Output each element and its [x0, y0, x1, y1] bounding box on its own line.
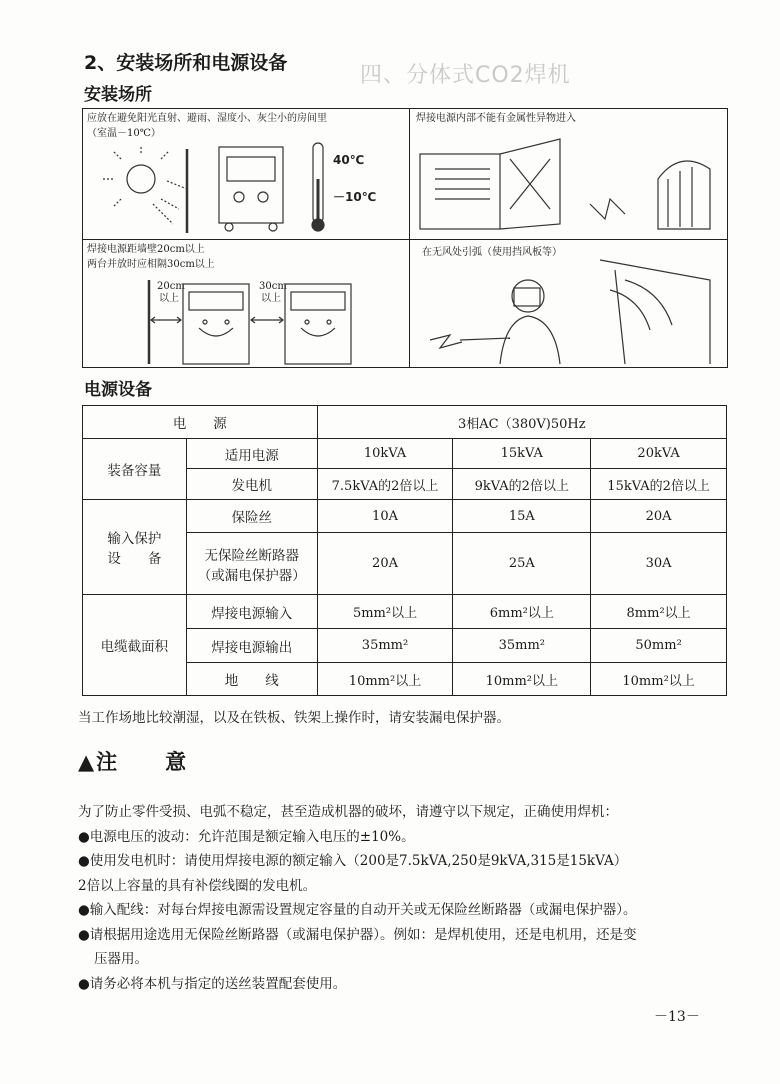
- table-cell: 15kVA: [453, 439, 591, 469]
- list-item-continuation: 压器用。: [94, 951, 148, 967]
- gap-label-30cm: 30cm: [259, 281, 287, 292]
- gap-label-above: 以上: [261, 293, 281, 304]
- panel-caption: 焊接电源距墙壁20cm以上: [87, 244, 205, 255]
- table-cell: 6mm²以上: [453, 595, 591, 629]
- list-item: ●电源电压的波动：允许范围是额定输入电压的±10%。: [78, 828, 415, 845]
- table-cell: 10mm²以上: [317, 663, 453, 696]
- power-label: 电 源: [83, 406, 318, 439]
- list-item: ●请根据用途选用无保险丝断路器（或漏电保护器）。例如：是焊机使用，还是电机用，还是变: [78, 926, 637, 943]
- warning-title: ▲注 意: [78, 750, 189, 774]
- table-cell: 8mm²以上: [591, 595, 727, 629]
- bleed-through-text: 四、分体式CO2焊机: [360, 63, 571, 88]
- table-cell: 10mm²以上: [453, 663, 591, 696]
- panel-caption: 在无风处引弧（使用挡风板等）: [422, 247, 562, 258]
- intro-paragraph: 为了防止零件受损、电弧不稳定，甚至造成机器的破坏，请遵守以下规定，正确使用焊机：: [78, 804, 618, 820]
- panel-caption-2: 两台并放时应相隔30cm以上: [87, 259, 215, 270]
- panel-caption: 焊接电源内部不能有金属性异物进入: [416, 113, 576, 124]
- list-item: ●请务必将本机与指定的送丝装置配套使用。: [78, 975, 347, 992]
- breaker-label-line2: （或漏电保护器）: [197, 567, 306, 584]
- panel-wall-spacing: [83, 240, 410, 367]
- temp-high: 40℃: [333, 153, 365, 167]
- install-heading: 安装场所: [84, 85, 152, 105]
- table-cell: 10A: [317, 500, 453, 533]
- gap-label-above: 以上: [159, 293, 179, 304]
- table-cell: 20A: [317, 533, 453, 595]
- breaker-label-line1: 无保险丝断路器: [204, 547, 299, 564]
- panel-sunlight: [83, 109, 410, 240]
- power-heading: 电源设备: [84, 380, 152, 400]
- cable-label: 电缆截面积: [83, 595, 187, 696]
- panel-windless: [410, 240, 727, 367]
- table-cell: 10kVA: [317, 439, 453, 469]
- table-cell: 10mm²以上: [591, 663, 727, 696]
- applicable-label: 适用电源: [186, 439, 317, 469]
- panel-foreign-objects: [410, 109, 727, 240]
- table-cell: 20A: [591, 500, 727, 533]
- output-label: 焊接电源输出: [186, 629, 317, 663]
- ground-label: 地 线: [186, 663, 317, 696]
- illustration-grid: [82, 108, 728, 368]
- page-number: －13－: [654, 1009, 700, 1025]
- protect-label: [83, 500, 187, 595]
- table-cell: 35mm²: [453, 629, 591, 663]
- table-cell: 20kVA: [591, 439, 727, 469]
- breaker-label: [186, 533, 317, 595]
- input-label: 焊接电源输入: [186, 595, 317, 629]
- list-item: ●使用发电机时：请使用焊接电源的额定输入（200是7.5kVA,250是9kVA,315是15kVA）: [78, 853, 628, 869]
- generator-label: 发电机: [186, 469, 317, 500]
- panel-caption-2: （室温－10℃）: [87, 128, 161, 139]
- protect-label-line2: 设 备: [107, 551, 162, 567]
- table-cell: 7.5kVA的2倍以上: [317, 469, 453, 500]
- sun-room-thermometer-illustration: [83, 109, 409, 239]
- temp-low: －10℃: [333, 190, 377, 204]
- list-item: ●输入配线：对每台焊接电源需设置规定容量的自动开关或无保险丝断路器（或漏电保护器）。: [78, 902, 637, 918]
- table-cell: 9kVA的2倍以上: [453, 469, 591, 500]
- capacity-label: 装备容量: [83, 439, 187, 500]
- welder-with-windshield-illustration: [410, 240, 727, 367]
- table-cell: 30A: [591, 533, 727, 595]
- section-title: 2、安装场所和电源设备: [84, 52, 288, 74]
- panel-caption: 应放在避免阳光直射、避雨、湿度小、灰尘小的房间里: [87, 113, 327, 124]
- machine-with-debris-illustration: [410, 109, 727, 239]
- humidity-note: 当工作场地比较潮湿，以及在铁板、铁架上操作时，请安装漏电保护器。: [78, 710, 510, 726]
- precautions-body: [78, 800, 728, 996]
- gap-label-20cm: 20cm: [157, 281, 185, 292]
- table-cell: 35mm²: [317, 629, 453, 663]
- fuse-label: 保险丝: [186, 500, 317, 533]
- power-spec-table: [82, 405, 727, 696]
- table-cell: 15kVA的2倍以上: [591, 469, 727, 500]
- list-item-continuation: 2倍以上容量的具有补偿线圈的发电机。: [78, 877, 317, 894]
- table-cell: 50mm²: [591, 629, 727, 663]
- two-machines-spacing-illustration: [83, 240, 409, 367]
- power-value: 3相AC（380V)50Hz: [317, 406, 726, 439]
- table-cell: 15A: [453, 500, 591, 533]
- table-cell: 25A: [453, 533, 591, 595]
- protect-label-line1: 输入保护: [107, 531, 162, 547]
- table-cell: 5mm²以上: [317, 595, 453, 629]
